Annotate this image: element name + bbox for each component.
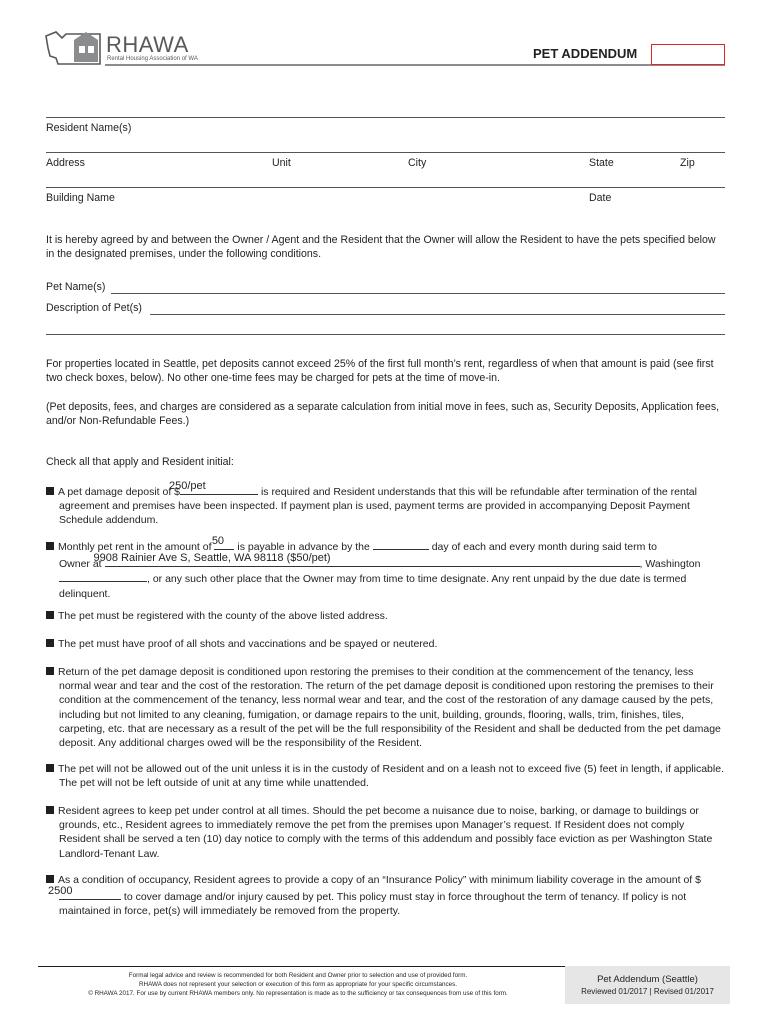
rent-owner-at: Owner at [59,558,102,571]
pet-names-line[interactable] [111,293,725,294]
rent-city-field[interactable] [59,571,147,582]
checkbox-control[interactable] [46,806,54,814]
item-leash [46,762,726,790]
checkbox-shots[interactable] [46,639,54,647]
footer-disclaimer [38,971,558,998]
form-name: Pet Addendum (Seattle) [597,974,698,985]
state-label: State [589,157,614,169]
pet-description-label: Description of Pet(s) [46,302,142,314]
intro-paragraph: It is hereby agreed by and between the Owner / Agent and the Resident that the Owner will allow the Resident to have the pets specified below in the designated premises, under the following conditions. [46,234,716,260]
form-id-box [565,966,730,1004]
rent-part1: Monthly pet rent in the amount of [58,541,212,553]
checkbox-leash[interactable] [46,764,54,772]
logo-wordmark: RHAWA [106,32,189,57]
deposit-amount-value: 250/pet [169,479,206,492]
control-text: Resident agrees to keep pet under control at all times. Should the pet become a nuisance due to noise, barking, or damage to buildings or grounds, etc., Resident agrees to immediately remove the pet from the premises upon Manager’s request. If Resident does not comply Resident shall be served a ten (10) day notice to comply with the terms of this addendum and possibly face eviction as per Washington State Landlord-Tenant Law. [58,805,713,860]
footer-line3: © RHAWA 2017. For use by current RHAWA members only. No representation is made as to the sufficiency or tax consequences from use of this form. [88,990,508,997]
rule [46,117,725,118]
pet-description-line-2[interactable] [46,334,725,335]
insurance-part1: As a condition of occupancy, Resident agrees to provide a copy of an “Insurance Policy” with minimum liability coverage in the amount of $ [58,874,701,886]
item-return-deposit [46,665,726,750]
rent-part3: day of each and every month during said term to [431,541,658,553]
check-instruction: Check all that apply and Resident initial: [46,456,234,468]
rent-address-value: 9908 Rainier Ave S, Seattle, WA 98118 ($50/pet) [93,552,331,564]
footer-line1: Formal legal advice and review is recommended for both Resident and Owner prior to selection and use of provided form. [128,972,468,979]
item-registered [46,609,726,623]
checkbox-rent[interactable] [46,542,54,550]
insurance-amount-field[interactable] [48,885,121,900]
checkbox-return-deposit[interactable] [46,667,54,675]
rent-day-field[interactable] [373,539,429,550]
zip-label: Zip [680,157,695,169]
header-rule [105,64,725,66]
footer-line2: RHAWA does not represent your selection or execution of this form as appropriate for your specific circumstances. [138,981,458,988]
address-label: Address [46,157,85,169]
insurance-amount-value: 2500 [48,885,73,897]
deposit-prefix: A pet damage deposit of $ [58,486,181,498]
building-name-label: Building Name [46,192,115,204]
resident-names-label: Resident Name(s) [46,122,132,134]
rent-amount-value: 50 [211,534,225,547]
deposit-amount-field[interactable] [169,479,258,495]
rule [46,152,725,153]
item-shots [46,637,726,651]
pet-description-line[interactable] [150,314,725,315]
form-revision: Reviewed 01/2017 | Revised 01/2017 [581,987,714,996]
rent-part4: , or any such other place that the Owner may from time to time designate. Any rent unpaid by the due date is termed delinquent. [59,573,687,600]
insurance-part2: to cover damage and/or injury caused by pet. This policy must stay in force throughout the term of tenancy. If policy is not maintained in force, pet(s) will immediately be removed from the property. [59,891,687,918]
rhawa-logo [44,28,214,68]
date-label: Date [589,192,612,204]
checkbox-insurance[interactable] [46,875,54,883]
rent-part2: is payable in advance by the [237,541,370,553]
item-insurance [46,873,726,919]
deposits-note: (Pet deposits, fees, and charges are considered as a separate calculation from initial move in fees, such as, Security Deposits, Application fees, and/or Non-Refundable Fees.) [46,401,720,427]
item-control [46,804,726,861]
logo-subtitle: Rental Housing Association of WA [107,56,198,62]
item-rent [46,534,726,601]
item-deposit [46,479,726,528]
rent-address-field[interactable] [93,552,640,567]
leash-text: The pet will not be allowed out of the unit unless it is in the custody of Resident and on a leash not to exceed five (5) feet in length, if applicable. The pet will not be left outside of unit at any time while unattended. [58,763,724,790]
rent-amount-field[interactable] [211,534,234,550]
unit-label: Unit [272,157,291,169]
page-title: PET ADDENDUM [533,46,638,61]
shots-text: The pet must have proof of all shots and vaccinations and be spayed or neutered. [58,638,438,650]
city-label: City [408,157,427,169]
washington-state-icon [44,28,104,68]
return-deposit-text: Return of the pet damage deposit is conditioned upon restoring the premises to their condition at the commencement of the tenancy, less normal wear and tear and the cost of the restoration. The return of the pet damage deposit is conditioned upon restoring the premises to their condition at the commencement of the tenancy, less normal wear and tear, and the cost of the restoration of any damage caused by the pets, including but not limited to any cleaning, fumigation, or damage repairs to the unit, building, grounds, flooring, walls, trim, finishes, tiles, carpeting, etc. that are necessary as a result of the pet will be the full responsibility of the Resident and shall be deducted from the pet damage deposit. Any additional charges owed will be the responsibility of the Resident. [58,666,721,750]
title-box[interactable] [651,44,725,65]
rule [46,187,725,188]
checkbox-registered[interactable] [46,611,54,619]
rent-washington: , Washington [639,558,701,571]
registered-text: The pet must be registered with the county of the above listed address. [58,610,388,622]
deposit-suffix: is required and Resident understands that this will be refundable after termination of the rental agreement and premises have been inspected. If payment plan is used, payment terms are provided in accompanying Deposit Payment Schedule addendum. [59,486,697,527]
checkbox-deposit[interactable] [46,487,54,495]
seattle-note: For properties located in Seattle, pet deposits cannot exceed 25% of the first full month’s rent, regardless of when that amount is paid (see first two check boxes, below). No other one-time fees may be charged for pets at the time of move-in. [46,358,714,384]
pet-names-label: Pet Name(s) [46,281,106,293]
